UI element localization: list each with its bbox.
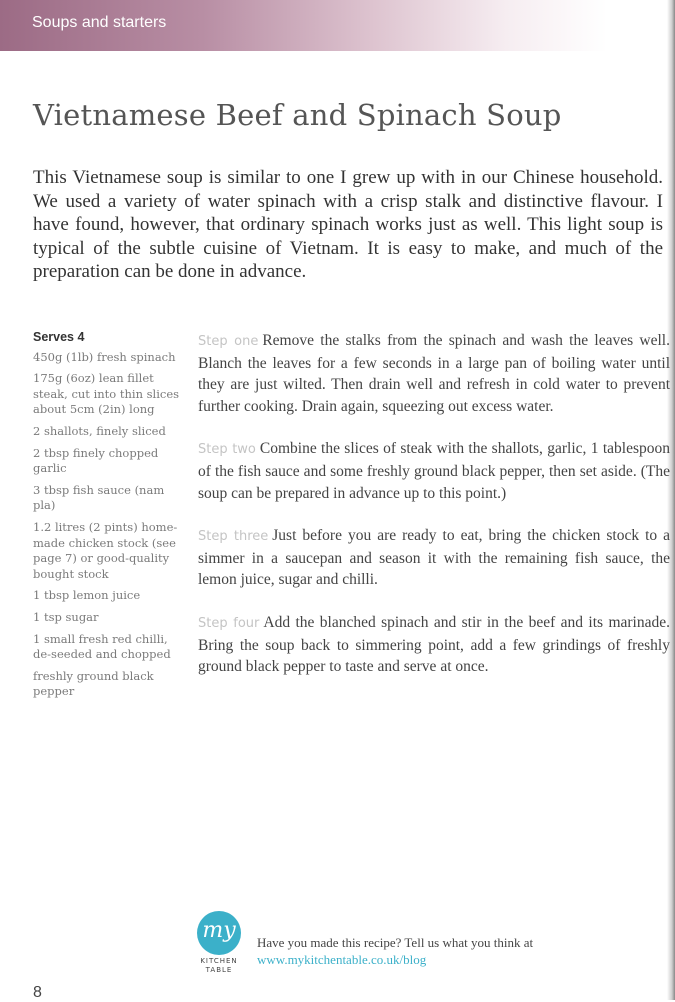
step-text: Remove the stalks from the spinach and wash the leaves well. Blanch the leaves for a few seconds in a large pan of boiling water until they are just wilted. Then drain well and refresh in cold water to prevent further cooking. Drain again, squeezing out excess water. [198, 332, 670, 415]
logo-line: KITCHEN [200, 957, 238, 965]
ingredient: 175g (6oz) lean fillet steak, cut into thin slices about 5cm (2in) long [33, 371, 180, 417]
ingredient: 1 small fresh red chilli, de-seeded and chopped [33, 631, 171, 662]
logo-line: TABLE [205, 966, 233, 974]
ingredient: 2 shallots, finely sliced [33, 423, 166, 438]
step-four [198, 612, 670, 678]
ingredient: freshly ground black pepper [33, 668, 154, 699]
serves: Serves 4 [33, 330, 85, 344]
recipe-title: Vietnamese Beef and Spinach Soup [33, 98, 562, 132]
step-text: Just before you are ready to eat, bring the chicken stock to a simmer in a saucepan and season it with the remaining fish sauce, the lemon juice, sugar and chilli. [198, 527, 671, 589]
ingredient: 1.2 litres (2 pints) home-made chicken stock (see page 7) or good-quality bought stock [33, 519, 178, 581]
ingredients-list [33, 330, 183, 706]
ingredient: 1 tbsp lemon juice [33, 588, 141, 603]
logo-text [190, 957, 248, 975]
step-label: Step one [198, 334, 259, 349]
step-label: Step three [198, 529, 269, 545]
ingredient: 2 tbsp finely chopped garlic [33, 445, 159, 476]
page-number: 8 [33, 984, 42, 1001]
step-label: Step four [198, 615, 260, 631]
step-label: Step two [198, 442, 256, 458]
ingredient: 1 tsp sugar [33, 609, 99, 624]
recipe-intro: This Vietnamese soup is similar to one I grew up with in our Chinese household. We used a variety of water spinach with a crisp stalk and distinctive flavour. I have found, however, that ordinary spinach works just as well. This light soup is typical of the subtle cuisine of Vietnam. It is easy to make, and much of the preparation can be done in advance. [33, 167, 663, 282]
ingredient: 3 tbsp fish sauce (nam pla) [33, 482, 165, 513]
step-one [198, 330, 670, 417]
section-header [0, 0, 675, 51]
ingredient: 450g (1lb) fresh spinach [33, 349, 176, 364]
my-kitchen-table-logo: my [197, 911, 241, 955]
step-three [198, 525, 670, 591]
method-steps [198, 330, 670, 699]
step-two [198, 438, 670, 504]
section-title: Soups and starters [32, 14, 167, 31]
feedback-prompt: Have you made this recipe? Tell us what you think at [257, 935, 534, 950]
step-text: Combine the slices of steak with the shallots, garlic, 1 tablespoon of the fish sauce and some freshly ground black pepper, then set aside. (The soup can be prepared in advance up to this point.) [198, 440, 670, 502]
step-text: Add the blanched spinach and stir in the beef and its marinade. Bring the soup back to simmering point, add a few grindings of freshly ground black pepper to taste and serve at once. [198, 613, 670, 676]
blog-link[interactable]: www.mykitchentable.co.uk/blog [257, 952, 427, 967]
